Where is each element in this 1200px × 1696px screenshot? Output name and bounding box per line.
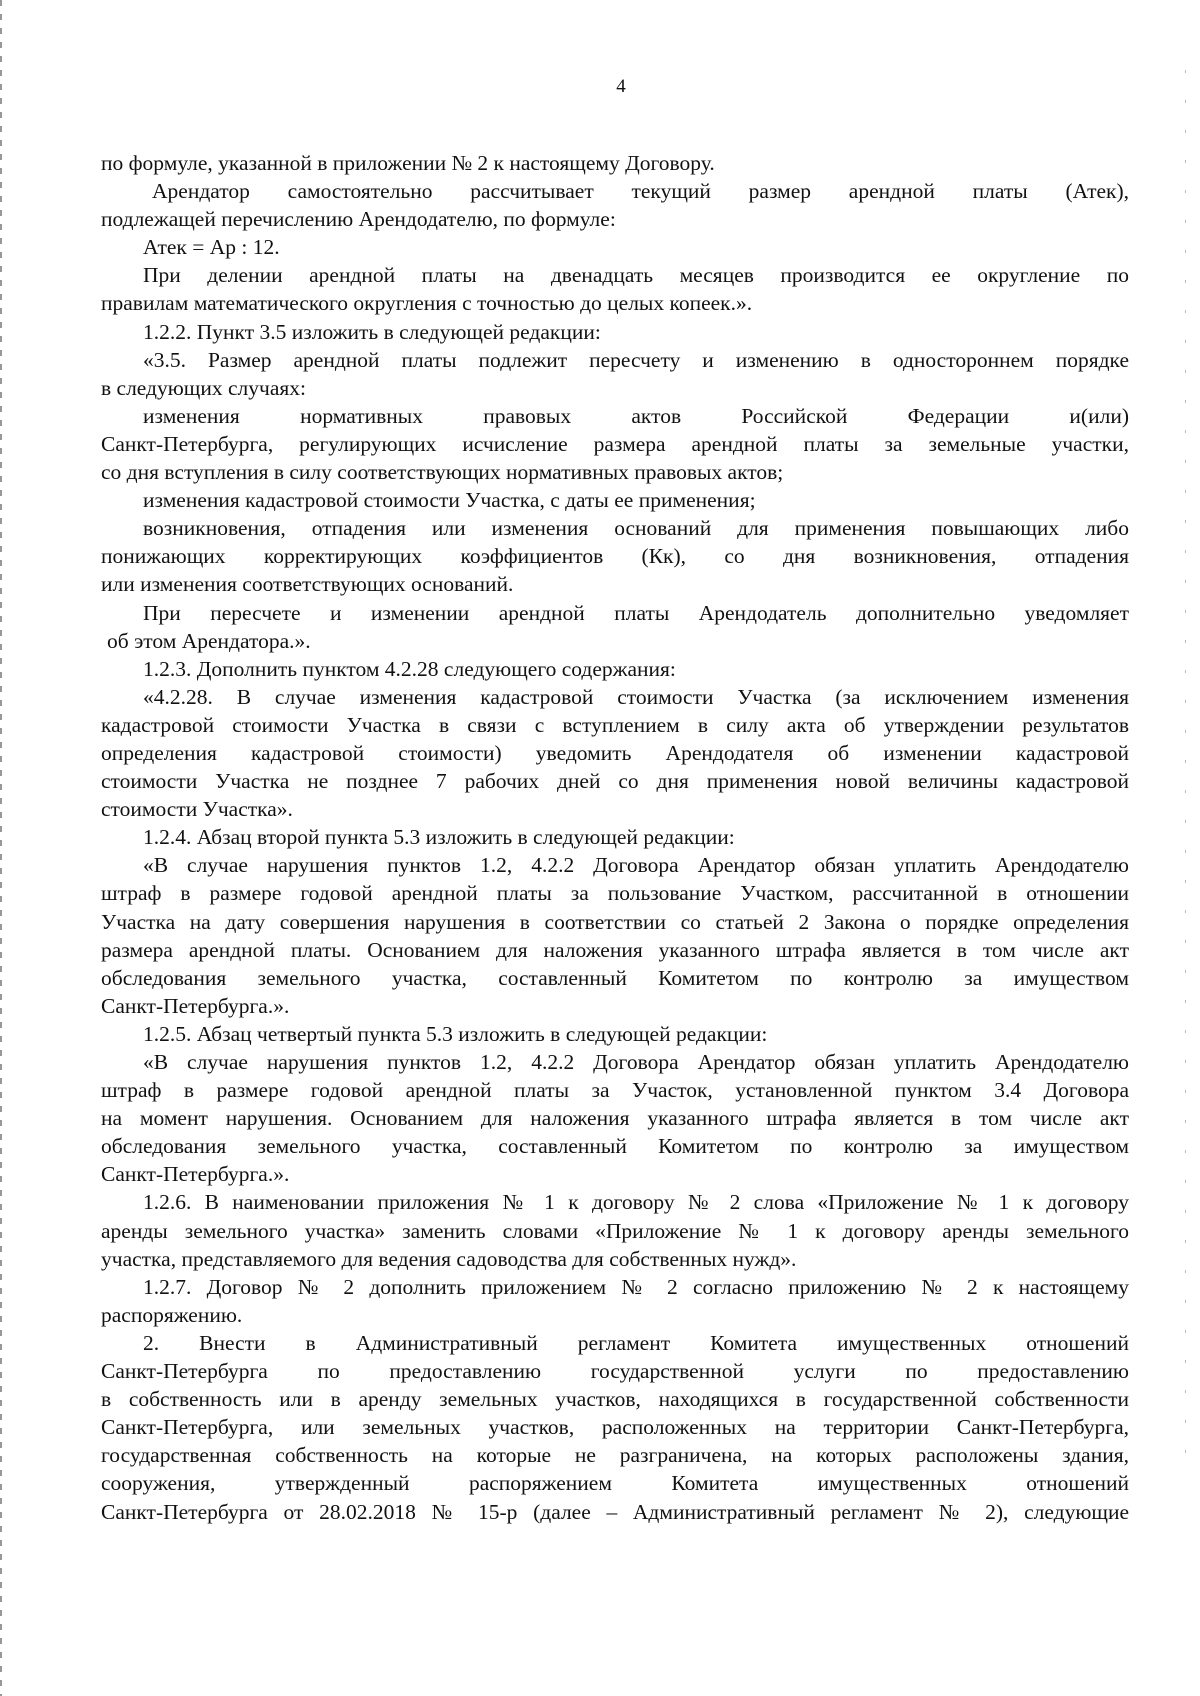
text-line: стоимости Участка». [101, 797, 293, 822]
text-line: изменения нормативных правовых актов Российской Федерации и(или) [143, 403, 1129, 428]
text-line: определения кадастровой стоимости) уведомить Арендодателя об изменении кадастровой [101, 740, 1129, 765]
text-line: 1.2.5. Абзац четвертый пункта 5.3 изложить в следующей редакции: [143, 1021, 768, 1046]
text-line: или изменения соответствующих оснований. [101, 572, 514, 597]
text-line: сооружения, утвержденный распоряжением Комитета имущественных отношений [101, 1471, 1129, 1496]
text-line: изменения кадастровой стоимости Участка, с даты ее применения; [143, 488, 756, 513]
text-line: 1.2.4. Абзац второй пункта 5.3 изложить в следующей редакции: [143, 825, 735, 850]
text-line: аренды земельного участка» заменить словами «Приложение № 1 к договору аренды земельного [101, 1218, 1129, 1243]
text-line: Арендатор самостоятельно рассчитывает текущий размер арендной платы (Атек), [152, 179, 1129, 204]
text-line: Санкт-Петербурга по предоставлению государственной услуги по предоставлению [101, 1359, 1129, 1384]
text-line: 2. Внести в Административный регламент Комитета имущественных отношений [143, 1330, 1129, 1355]
text-line: Санкт-Петербурга.». [101, 993, 290, 1018]
text-line: понижающих корректирующих коэффициентов (Кк), со дня возникновения, отпадения [101, 544, 1129, 569]
text-line: Атек = Ар : 12. [143, 235, 280, 260]
text-line: стоимости Участка не позднее 7 рабочих дней со дня применения новой величины кадастровой [101, 769, 1129, 794]
page-number: 4 [616, 76, 626, 97]
text-line: При пересчете и изменении арендной платы Арендодатель дополнительно уведомляет [143, 600, 1129, 625]
text-line: 1.2.7. Договор № 2 дополнить приложением № 2 согласно приложению № 2 к настоящему [143, 1274, 1129, 1299]
text-line: по формуле, указанной в приложении № 2 к настоящему Договору. [101, 151, 715, 175]
text-line: распоряжению. [101, 1302, 243, 1327]
text-line: Участка на дату совершения нарушения в соответствии со статьей 2 Закона о порядке определения [101, 909, 1129, 934]
text-line: «В случае нарушения пунктов 1.2, 4.2.2 Договора Арендатор обязан уплатить Арендодателю [143, 1050, 1129, 1074]
text-line: Санкт-Петербурга от 28.02.2018 № 15-р (далее – Административный регламент № 2), следующие [101, 1499, 1129, 1524]
text-line: 1.2.6. В наименовании приложения № 1 к договору № 2 слова «Приложение № 1 к договору [143, 1190, 1129, 1215]
text-line: 1.2.3. Дополнить пунктом 4.2.28 следующего содержания: [143, 656, 676, 681]
text-line: Санкт-Петербурга, регулирующих исчисление размера арендной платы за земельные участки, [101, 431, 1129, 456]
text-line: «4.2.28. В случае изменения кадастровой стоимости Участка (за исключением изменения [143, 684, 1129, 709]
text-line: государственная собственность на которые не разграничена, на которых расположены здания, [101, 1443, 1129, 1468]
text-line: на момент нарушения. Основанием для наложения указанного штрафа является в том числе акт [101, 1106, 1129, 1131]
text-line: участка, представляемого для ведения садоводства для собственных нужд». [101, 1246, 797, 1271]
text-line: в собственность или в аренду земельных участков, находящихся в государственной собственности [101, 1387, 1129, 1412]
text-line: правилам математического округления с точностью до целых копеек.». [101, 291, 753, 316]
scan-edge-left [0, 0, 2, 1696]
text-line: «В случае нарушения пунктов 1.2, 4.2.2 Договора Арендатор обязан уплатить Арендодателю [143, 853, 1129, 878]
text-line: в следующих случаях: [101, 375, 306, 400]
text-line: обследования земельного участка, составленный Комитетом по контролю за имуществом [101, 1134, 1129, 1159]
text-line: кадастровой стоимости Участка в связи с вступлением в силу акта об утверждении результатов [101, 712, 1129, 737]
text-line: При делении арендной платы на двенадцать месяцев производится ее округление по [143, 263, 1129, 288]
text-line: размера арендной платы. Основанием для наложения указанного штрафа является в том числе акт [101, 937, 1129, 962]
text-line: возникновения, отпадения или изменения оснований для применения повышающих либо [143, 516, 1129, 541]
text-line: штраф в размере годовой арендной платы за Участок, установленной пунктом 3.4 Договора [101, 1078, 1129, 1103]
text-line: «3.5. Размер арендной платы подлежит пересчету и изменению в одностороннем порядке [143, 347, 1129, 372]
text-line: подлежащей перечислению Арендодателю, по формуле: [101, 207, 616, 232]
text-line: штраф в размере годовой арендной платы за пользование Участком, рассчитанной в отношении [101, 881, 1129, 906]
text-line: со дня вступления в силу соответствующих нормативных правовых актов; [101, 460, 784, 485]
text-line: 1.2.2. Пункт 3.5 изложить в следующей редакции: [143, 319, 601, 344]
document-body [101, 149, 1129, 1526]
text-line: обследования земельного участка, составленный Комитетом по контролю за имуществом [101, 965, 1129, 990]
text-line: Санкт-Петербурга, или земельных участков, расположенных на территории Санкт-Петербурга, [101, 1415, 1129, 1440]
text-line: об этом Арендатора.». [107, 628, 311, 653]
text-line: Санкт-Петербурга.». [101, 1162, 290, 1187]
scan-edge-right [1185, 70, 1186, 1470]
